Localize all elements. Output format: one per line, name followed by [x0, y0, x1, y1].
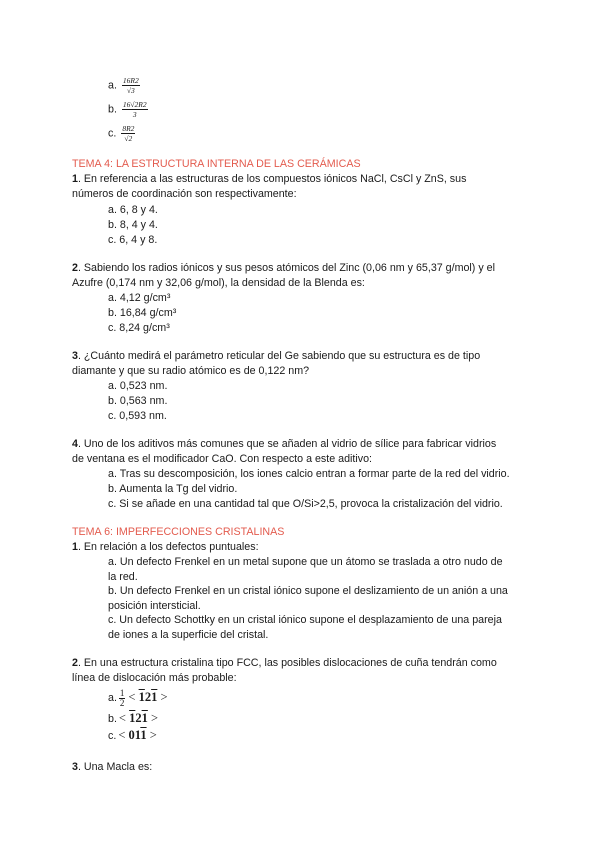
option-c: c. $\frac{8R2}{√2}$ — [108, 124, 135, 143]
answer-a: a. 6, 8 y 4. — [108, 204, 158, 216]
section-heading-tema6: TEMA 6: IMPERFECCIONES CRISTALINAS — [72, 526, 285, 538]
answer-b: b. Aumenta la Tg del vidrio. — [108, 483, 238, 495]
question-line: 2. Sabiendo los radios iónicos y sus pesos atómicos del Zinc (0,06 nm y 65,37 g/mol) y el — [72, 262, 495, 274]
question-line: números de coordinación son respectivamente: — [72, 188, 297, 200]
fraction: $\frac{8R2}{√2}$ — [122, 124, 135, 143]
answer-a: a. Tras su descomposición, los iones calcio entran a formar parte de la red del vidrio. — [108, 468, 510, 480]
fraction: $\frac{16√2R2}{3}$ — [122, 100, 147, 119]
answer-a-vector: a. $\frac{1}{2} < 121$ > — [108, 687, 168, 708]
question-line: 2. En una estructura cristalina tipo FCC, las posibles dislocaciones de cuña tendrán como — [72, 657, 497, 669]
answer-c: c. Un defecto Schottky en un cristal iónico supone el desplazamiento de una pareja — [108, 614, 502, 626]
answer-a: a. Un defecto Frenkel en un metal supone que un átomo se traslada a otro nudo de — [108, 556, 503, 568]
fraction: $\frac{16R2}{√3}$ — [122, 76, 139, 95]
question-line: de ventana es el modificador CaO. Con respecto a este aditivo: — [72, 453, 373, 465]
answer-c: c. 8,24 g/cm³ — [108, 322, 170, 334]
answer-b: b. 16,84 g/cm³ — [108, 307, 177, 319]
answer-b: b. 0,563 nm. — [108, 395, 168, 407]
question-line: 3. ¿Cuánto medirá el parámetro reticular del Ge sabiendo que su estructura es de tipo — [72, 350, 481, 362]
question-line: 4. Uno de los aditivos más comunes que se añaden al vidrio de sílice para fabricar vidrios — [72, 438, 497, 450]
answer-c-cont: de iones a la superficie del cristal. — [108, 629, 269, 641]
answer-a-cont: la red. — [108, 571, 138, 583]
answer-a: a. 4,12 g/cm³ — [108, 292, 171, 304]
answer-c: c. Si se añade en una cantidad tal que O/Si>2,5, provoca la cristalización del vidrio. — [108, 498, 503, 510]
section-heading-tema4: TEMA 4: LA ESTRUCTURA INTERNA DE LAS CERÁMICAS — [72, 158, 361, 170]
answer-c: c. 0,593 nm. — [108, 410, 167, 422]
fraction: $\frac{1}{2}$ — [119, 687, 125, 708]
answer-b: b. Un defecto Frenkel en un cristal iónico supone el deslizamiento de un anión a una — [108, 585, 508, 597]
answer-b-vector: b. < 121 > — [108, 711, 159, 725]
question-line: línea de dislocación más probable: — [72, 672, 237, 684]
option-a: a. $\frac{16R2}{√3}$ — [108, 76, 139, 95]
answer-a: a. 0,523 nm. — [108, 380, 168, 392]
answer-c-vector: c. < 011 > — [108, 728, 157, 742]
answer-b-cont: posición intersticial. — [108, 600, 201, 612]
answer-b: b. 8, 4 y 4. — [108, 219, 158, 231]
question-line: 3. Una Macla es: — [72, 761, 153, 773]
answer-c: c. 6, 4 y 8. — [108, 234, 158, 246]
question-line: 1. En referencia a las estructuras de los compuestos iónicos NaCl, CsCl y ZnS, sus — [72, 173, 467, 185]
question-line: Azufre (0,174 nm y 32,06 g/mol), la densidad de la Blenda es: — [72, 277, 365, 289]
question-line: 1. En relación a los defectos puntuales: — [72, 541, 259, 553]
question-line: diamante y que su radio atómico es de 0,122 nm? — [72, 365, 310, 377]
option-b: b. $\frac{16√2R2}{3}$ — [108, 100, 147, 119]
